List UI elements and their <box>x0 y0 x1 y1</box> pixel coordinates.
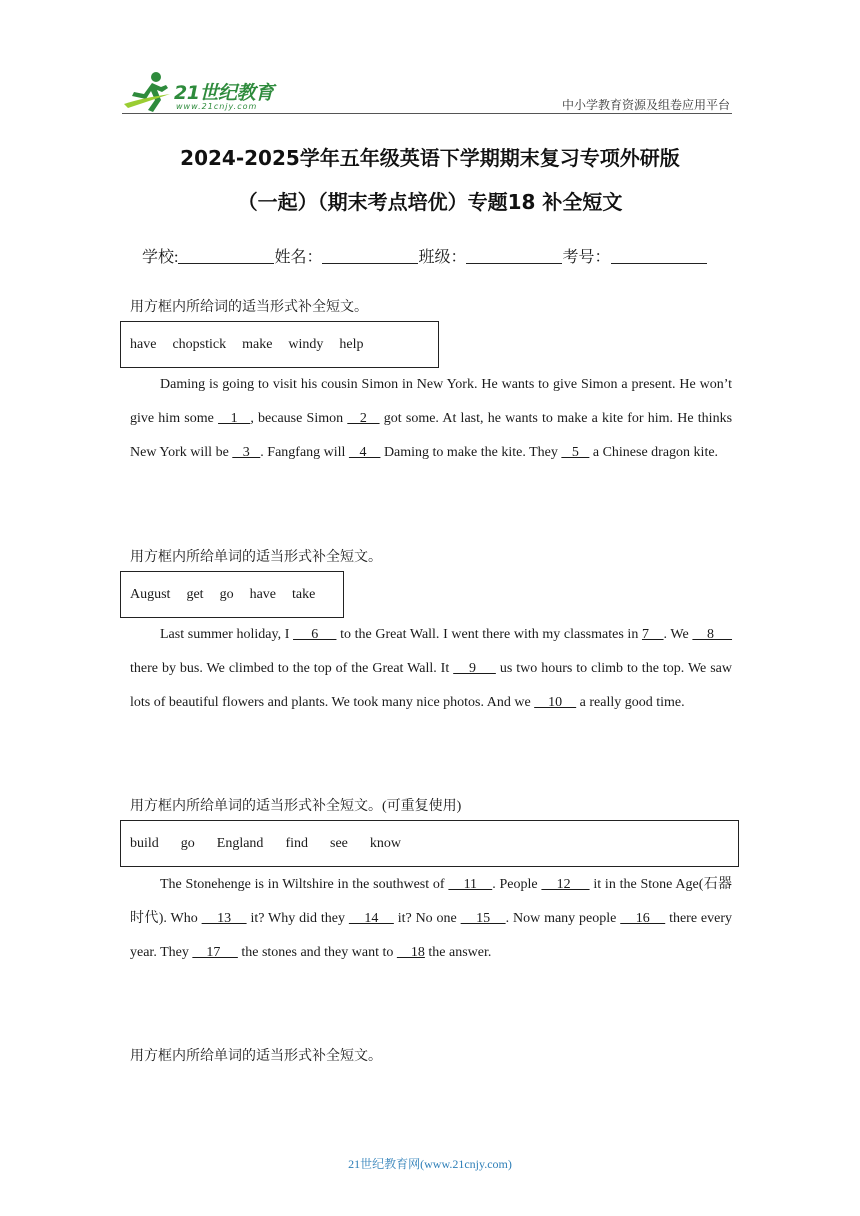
passage-text: . Now many people <box>505 911 621 926</box>
section-2-passage <box>130 618 732 720</box>
header-divider <box>122 113 732 114</box>
section-3-instruction: 用方框内所给单词的适当形式补全短文。(可重复使用) <box>130 799 462 814</box>
blank-1[interactable]: 1 <box>218 411 251 426</box>
logo-url: www.21cnjy.com <box>176 102 258 111</box>
blank-4[interactable]: 4 <box>348 445 381 460</box>
class-field[interactable] <box>466 249 562 264</box>
passage-text: a Chinese dragon kite. <box>589 445 719 460</box>
section-1-passage <box>130 368 732 470</box>
section-1-word-box <box>120 321 439 368</box>
word-item: make <box>242 336 273 352</box>
blank-13[interactable]: 13 <box>201 911 247 926</box>
word-item: see <box>330 835 348 851</box>
blank-14[interactable]: 14 <box>348 911 394 926</box>
word-item: August <box>130 586 171 602</box>
blank-2[interactable]: 2 <box>347 411 380 426</box>
passage-text: there by bus. We climbed to the top of the Great Wall. It <box>130 661 454 676</box>
word-item: go <box>219 586 234 602</box>
word-item: know <box>369 835 402 851</box>
word-item: take <box>292 586 316 602</box>
passage-text: the stones and they want to <box>237 945 397 960</box>
passage-text: Daming is going to visit his cousin Simon in New York. He wants to give Simon a present. He won’t give him some <box>130 377 732 426</box>
blank-6[interactable]: 6 <box>293 627 337 642</box>
passage-text: us two hours to climb to the top. We saw lots of beautiful flowers and plants. We took many nice photos. And we <box>130 661 733 710</box>
passage-text: it? Why did they <box>246 911 349 926</box>
word-item: go <box>180 835 195 851</box>
passage-text: got some. At last, he wants to make a kite for him. He thinks New York will be <box>130 411 733 460</box>
word-item: chopstick <box>172 336 227 352</box>
passage-text: a really good time. <box>576 695 685 710</box>
blank-18[interactable]: 18 <box>396 945 425 960</box>
blank-15[interactable]: 15 <box>460 911 506 926</box>
school-field[interactable] <box>178 249 274 264</box>
blank-10[interactable]: 10 <box>534 695 577 710</box>
name-label: 姓名： <box>274 249 323 266</box>
passage-text: it? No one <box>393 911 461 926</box>
student-info-row <box>142 244 707 267</box>
school-label: 学校: <box>142 249 179 266</box>
passage-text: the answer. <box>424 945 492 960</box>
page-title-line-2: （一起）（期末考点培优）专题18 补全短文 <box>237 190 623 214</box>
blank-12[interactable]: 12 <box>541 877 590 892</box>
runner-logo-icon <box>122 70 174 114</box>
word-item: England <box>216 835 264 851</box>
passage-text: , because Simon <box>250 411 348 426</box>
passage-text: Last summer holiday, I <box>160 627 294 642</box>
passage-text: Daming to make the kite. They <box>380 445 562 460</box>
blank-9[interactable]: 9 <box>453 661 496 676</box>
page-title-line-1: 2024-2025学年五年级英语下学期期末复习专项外研版 <box>180 146 680 170</box>
blank-16[interactable]: 16 <box>620 911 666 926</box>
section-3-word-box <box>120 820 739 867</box>
number-label: 考号： <box>562 249 611 266</box>
word-item: windy <box>288 336 324 352</box>
passage-text: The Stonehenge is in Wiltshire in the southwest of <box>160 877 449 892</box>
word-item: build <box>130 835 159 851</box>
blank-11[interactable]: 11 <box>448 877 493 892</box>
section-2-word-box <box>120 571 344 618</box>
word-item: find <box>285 835 308 851</box>
section-2-instruction: 用方框内所给单词的适当形式补全短文。 <box>130 550 382 565</box>
blank-7[interactable]: 7 <box>641 627 664 642</box>
logo-text: 21世纪教育 <box>174 82 274 104</box>
name-field[interactable] <box>322 249 418 264</box>
class-label: 班级： <box>418 249 467 266</box>
word-item: have <box>249 586 276 602</box>
word-item: get <box>186 586 204 602</box>
blank-3[interactable]: 3 <box>232 445 261 460</box>
passage-text: . People <box>492 877 542 892</box>
blank-5[interactable]: 5 <box>561 445 590 460</box>
section-3-passage <box>130 868 732 970</box>
platform-caption: 中小学教育资源及组卷应用平台 <box>561 98 730 112</box>
passage-text: . We <box>663 627 693 642</box>
blank-17[interactable]: 17 <box>192 945 238 960</box>
page-footer[interactable]: 21世纪教育网(www.21cnjy.com) <box>348 1157 512 1171</box>
word-item: have <box>130 336 157 352</box>
passage-text: it in the Stone Age(石器时代). Who <box>130 877 732 926</box>
passage-text: to the Great Wall. I went there with my classmates in <box>336 627 642 642</box>
passage-text: . Fangfang will <box>260 445 349 460</box>
passage-text: there every year. They <box>130 911 733 960</box>
word-item: help <box>339 336 364 352</box>
blank-8[interactable]: 8 <box>692 627 733 642</box>
section-1-instruction: 用方框内所给词的适当形式补全短文。 <box>130 300 368 315</box>
section-4-instruction: 用方框内所给单词的适当形式补全短文。 <box>130 1049 382 1064</box>
number-field[interactable] <box>611 249 707 264</box>
logo <box>122 70 292 114</box>
